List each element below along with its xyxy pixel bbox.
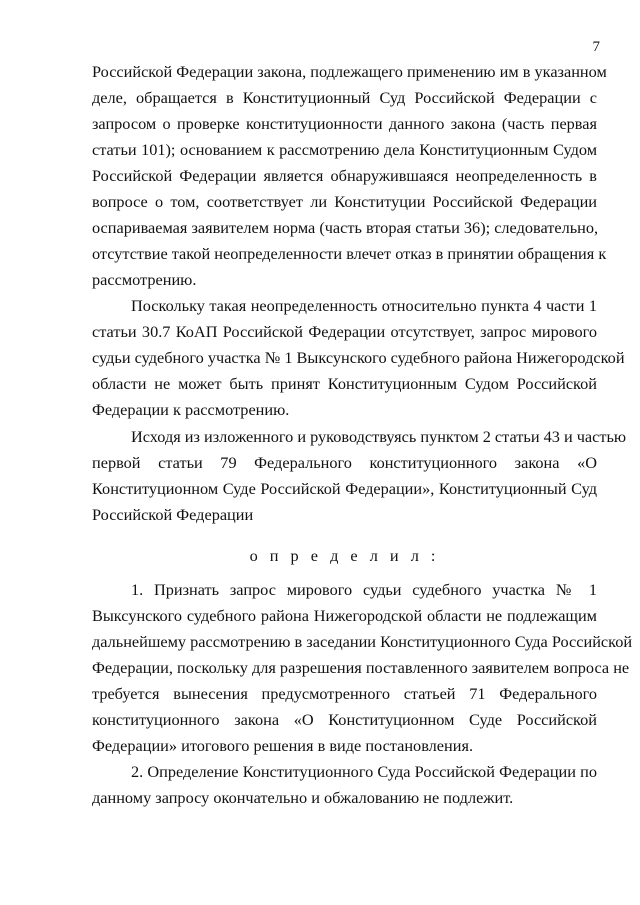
- paragraph-1-line-1: Российской Федерации закона, подлежащего применению им в указанном: [92, 62, 607, 81]
- paragraph-2-line-5: Федерации к рассмотрению.: [92, 400, 290, 419]
- ruling-heading: о п р е д е л и л :: [249, 546, 440, 565]
- paragraph-1-line-8: отсутствие такой неопределенности влечет отказ в принятии обращения к: [92, 244, 607, 263]
- paragraph-4-line-2: Выксунского судебного района Нижегородской области не подлежащим: [92, 606, 597, 625]
- paragraph-3-line-3: Конституционном Суде Российской Федерации», Конституционный Суд: [92, 479, 597, 498]
- paragraph-3-line-2: первой статьи 79 Федерального конституционного закона «О: [92, 453, 597, 472]
- paragraph-1-line-4: статьи 101); основанием к рассмотрению дела Конституционным Судом: [92, 140, 597, 159]
- paragraph-5-line-1: 2. Определение Конституционного Суда Российской Федерации по: [131, 762, 597, 781]
- paragraph-1-line-9: рассмотрению.: [92, 270, 197, 289]
- paragraph-1-line-6: вопросе о том, соответствует ли Конституции Российской Федерации: [92, 192, 597, 211]
- paragraph-4-line-6: конституционного закона «О Конституционном Суде Российской: [92, 710, 597, 729]
- paragraph-3-line-1: Исходя из изложенного и руководствуясь пунктом 2 статьи 43 и частью: [131, 427, 627, 446]
- paragraph-4-line-3: дальнейшему рассмотрению в заседании Конституционного Суда Российской: [92, 632, 633, 651]
- paragraph-2-line-3: судьи судебного участка № 1 Выксунского судебного района Нижегородской: [92, 348, 625, 367]
- paragraph-1-line-7: оспариваемая заявителем норма (часть вторая статьи 36); следовательно,: [92, 218, 599, 237]
- paragraph-3-line-4: Российской Федерации: [92, 505, 254, 524]
- paragraph-4-line-7: Федерации» итогового решения в виде постановления.: [92, 736, 474, 755]
- paragraph-2-line-1: Поскольку такая неопределенность относительно пункта 4 части 1: [131, 296, 597, 315]
- paragraph-4-line-5: требуется вынесения предусмотренного статьей 71 Федерального: [92, 684, 597, 703]
- paragraph-2-line-2: статьи 30.7 КоАП Российской Федерации отсутствует, запрос мирового: [92, 322, 597, 341]
- paragraph-1-line-2: деле, обращается в Конституционный Суд Российской Федерации с: [92, 88, 597, 107]
- paragraph-2-line-4: области не может быть принят Конституционным Судом Российской: [92, 374, 597, 393]
- paragraph-1-line-5: Российской Федерации является обнаружившаяся неопределенность в: [92, 166, 597, 185]
- paragraph-4-line-4: Федерации, поскольку для разрешения поставленного заявителем вопроса не: [92, 658, 630, 677]
- paragraph-1-line-3: запросом о проверке конституционности данного закона (часть первая: [92, 114, 597, 133]
- page-number: 7: [592, 39, 600, 55]
- paragraph-5-line-2: данному запросу окончательно и обжалованию не подлежит.: [92, 788, 514, 807]
- paragraph-4-line-1: 1. Признать запрос мирового судьи судебного участка № 1: [131, 580, 597, 599]
